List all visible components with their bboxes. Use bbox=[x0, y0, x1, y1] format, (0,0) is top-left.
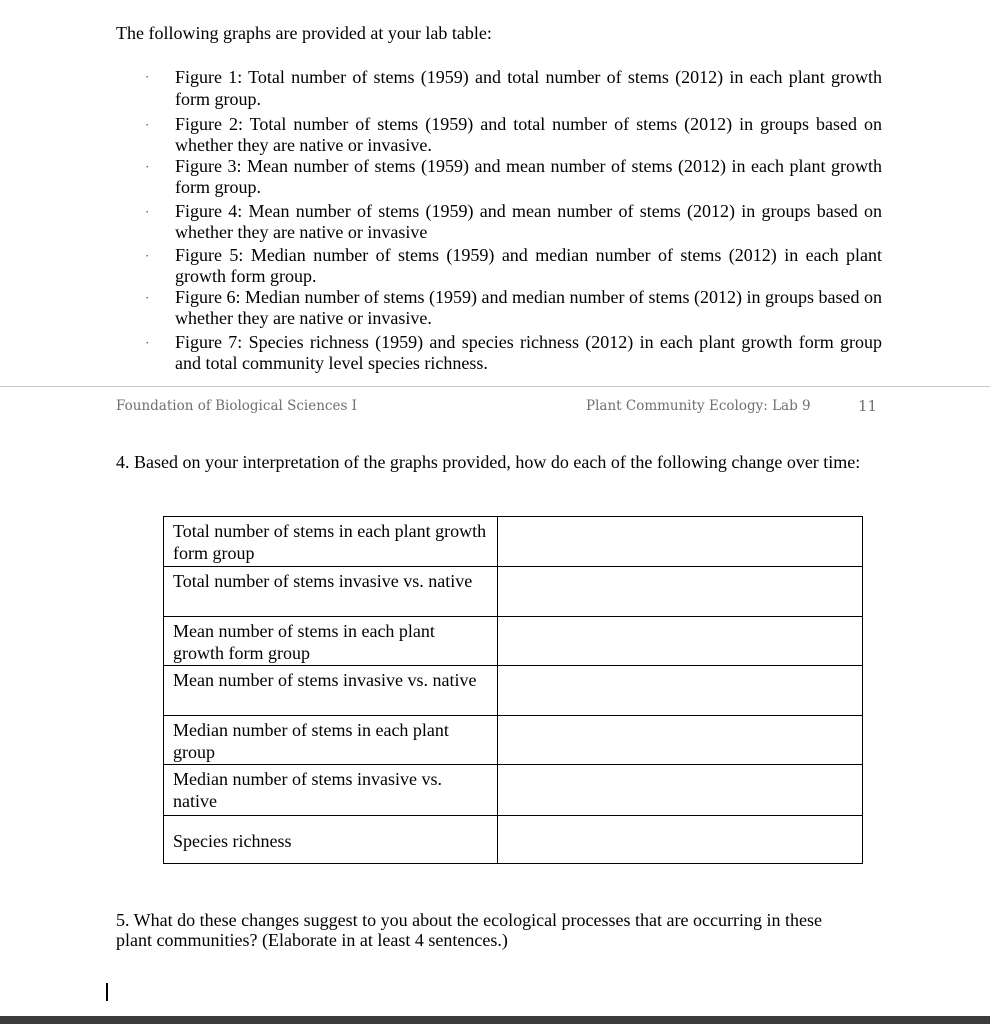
bullet-icon: · bbox=[145, 248, 150, 263]
window-bottom-bar bbox=[0, 1016, 990, 1024]
list-item bbox=[116, 332, 882, 374]
table-row bbox=[164, 816, 863, 864]
answer-cell[interactable] bbox=[497, 517, 862, 567]
answer-table bbox=[163, 516, 863, 864]
row-label: Median number of stems in each plant group bbox=[164, 716, 498, 765]
table-row bbox=[164, 666, 863, 716]
footer-course-title: Foundation of Biological Sciences I bbox=[116, 398, 358, 414]
bullet-icon: · bbox=[145, 69, 150, 84]
figure-2-text: Figure 2: Total number of stems (1959) and total number of stems (2012) in groups based on whether they are native or invasive. bbox=[175, 114, 882, 155]
answer-cell[interactable] bbox=[497, 765, 862, 816]
row-label: Mean number of stems invasive vs. native bbox=[164, 666, 498, 716]
figure-6-text: Figure 6: Median number of stems (1959) and median number of stems (2012) in groups based on whether they are native or invasive. bbox=[175, 287, 882, 328]
table-row bbox=[164, 617, 863, 666]
question-4: 4. Based on your interpretation of the graphs provided, how do each of the following change over time: bbox=[116, 452, 861, 472]
table-row bbox=[164, 716, 863, 765]
row-label: Total number of stems invasive vs. native bbox=[164, 567, 498, 617]
row-label: Mean number of stems in each plant growth form group bbox=[164, 617, 498, 666]
list-item bbox=[116, 156, 882, 198]
bullet-icon: · bbox=[145, 204, 150, 219]
list-item bbox=[116, 245, 882, 287]
list-item bbox=[116, 114, 882, 156]
figure-list bbox=[116, 66, 882, 374]
answer-cell[interactable] bbox=[497, 617, 862, 666]
intro-text: The following graphs are provided at your lab table: bbox=[116, 23, 492, 43]
page-break-divider bbox=[0, 386, 990, 387]
text-cursor[interactable] bbox=[106, 983, 108, 1001]
figure-1-text: Figure 1: Total number of stems (1959) and total number of stems (2012) in each plant growth form group. bbox=[175, 67, 882, 109]
figure-5-text: Figure 5: Median number of stems (1959) and median number of stems (2012) in each plant growth form group. bbox=[175, 245, 882, 286]
figure-3-text: Figure 3: Mean number of stems (1959) and mean number of stems (2012) in each plant growth form group. bbox=[175, 156, 882, 197]
page-number: 11 bbox=[858, 397, 878, 415]
list-item bbox=[116, 201, 882, 243]
footer-lab-title: Plant Community Ecology: Lab 9 bbox=[586, 398, 811, 414]
table-row bbox=[164, 765, 863, 816]
list-item bbox=[116, 66, 882, 110]
row-label: Species richness bbox=[164, 816, 498, 864]
row-label: Median number of stems invasive vs. native bbox=[164, 765, 498, 816]
bullet-icon: · bbox=[145, 117, 150, 132]
answer-cell[interactable] bbox=[497, 816, 862, 864]
bullet-icon: · bbox=[145, 290, 150, 305]
figure-7-text: Figure 7: Species richness (1959) and species richness (2012) in each plant growth form group and total community level species richness. bbox=[175, 332, 882, 373]
list-item bbox=[116, 287, 882, 329]
bullet-icon: · bbox=[145, 159, 150, 174]
figure-4-text: Figure 4: Mean number of stems (1959) and mean number of stems (2012) in groups based on whether they are native or invasive bbox=[175, 201, 882, 242]
row-label: Total number of stems in each plant growth form group bbox=[164, 517, 498, 567]
answer-cell[interactable] bbox=[497, 716, 862, 765]
answer-cell[interactable] bbox=[497, 567, 862, 617]
table-row bbox=[164, 517, 863, 567]
table-row bbox=[164, 567, 863, 617]
answer-cell[interactable] bbox=[497, 666, 862, 716]
bullet-icon: · bbox=[145, 335, 150, 350]
question-5: 5. What do these changes suggest to you about the ecological processes that are occurring in these plant communities? (Elaborate in at least 4 sentences.) bbox=[116, 910, 822, 950]
